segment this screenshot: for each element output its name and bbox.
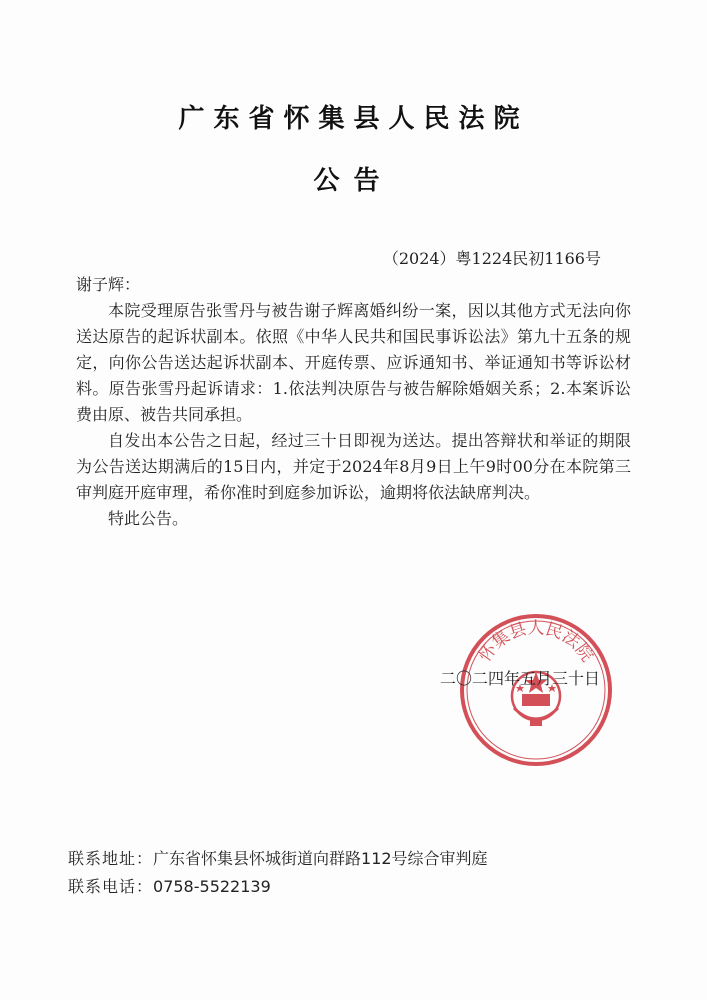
- issue-date: 二〇二四年五月三十日: [440, 669, 601, 688]
- case-number: （2024）粤1224民初1166号: [382, 249, 601, 268]
- seal-text: 怀集县人民法院: [475, 618, 597, 666]
- court-seal-stamp: [456, 610, 616, 770]
- contact-address: [68, 846, 488, 869]
- addressee: 谢子辉：: [76, 275, 141, 294]
- document-title: 公告: [313, 166, 394, 196]
- paragraph-closing: 特此公告。: [108, 509, 189, 528]
- paragraph-service-terms: 自发出本公告之日起，经过三十日即视为送达。提出答辩状和举证的期限为公告送达期满后的15日内，并定于2024年8月9日上午9时00分在本院第三审判庭开庭审理，希你准时到庭参加诉讼，逾期将依法缺席判决。: [76, 431, 631, 502]
- notice-body: [76, 298, 631, 532]
- contact-phone-value: 0758-5522139: [153, 877, 271, 896]
- contact-address-value: 广东省怀集县怀城街道向群路112号综合审判庭: [153, 849, 488, 868]
- contact-phone: [68, 874, 271, 897]
- court-name: 广东省怀集县人民法院: [178, 104, 529, 134]
- contact-address-label: 联系地址：: [68, 849, 154, 868]
- paragraph-case-summary: 本院受理原告张雪丹与被告谢子辉离婚纠纷一案，因以其他方式无法向你送达原告的起诉状副本。依照《中华人民共和国民事诉讼法》第九十五条的规定，向你公告送达起诉状副本、开庭传票、应诉通知书、举证通知书等诉讼材料。原告张雪丹起诉请求：1.依法判决原告与被告解除婚姻关系；2.本案诉讼费由原、被告共同承担。: [76, 301, 631, 424]
- contact-phone-label: 联系电话：: [68, 877, 154, 896]
